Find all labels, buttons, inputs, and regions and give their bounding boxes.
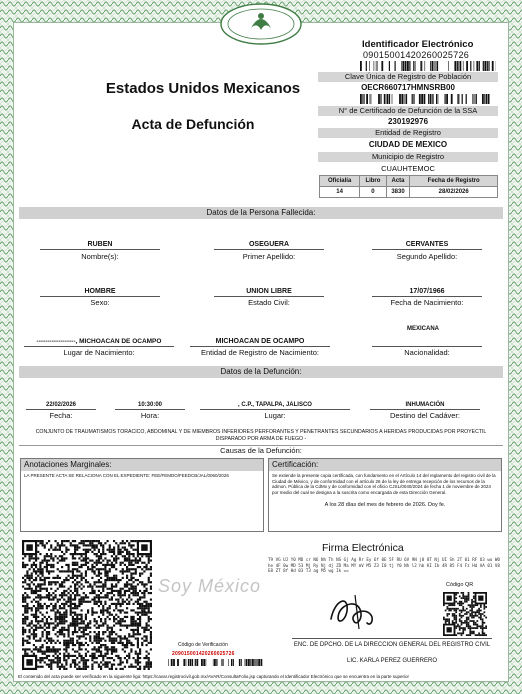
- name-value: RUBEN: [87, 241, 113, 248]
- document-title: Acta de Defunción: [131, 116, 255, 132]
- verification-code-value: 209015001420260025726: [172, 651, 235, 657]
- death-causes-label: Causas de la Defunción:: [19, 445, 503, 455]
- electronic-identifier-value: 09015001420260025726: [363, 50, 470, 60]
- curp-barcode: [360, 94, 490, 104]
- death-time-value: 10:30:00: [137, 402, 163, 408]
- col-libro: Libro: [360, 176, 386, 187]
- col-fecha-registro: Fecha de Registro: [410, 176, 498, 187]
- signing-authority: ENC. DE DPCHO. DE LA DIRECCION GENERAL DEL REGISTRO CIVIL: [293, 642, 491, 648]
- acta-value: 3830: [386, 187, 410, 198]
- marginal-annotations-text: LA PRESENTE ACTA SE RELACIONA CON EL EXPEDIENTE: FEE/FEMDO/FEEDCB/JAL/0060/2026: [24, 473, 229, 478]
- body-destination-value: INHUMACIÓN: [405, 402, 445, 408]
- verification-code-label: Código de Verificación: [178, 642, 228, 648]
- certification-title: Certificación:: [269, 459, 501, 471]
- birth-entity-value: MICHOACAN DE OCAMPO: [215, 338, 305, 345]
- second-surname-value: CERVANTES: [405, 241, 449, 248]
- verification-qr-code: [22, 540, 152, 672]
- certification-date-line: A los 28 días del mes de febrero de 2026. Doy fe.: [324, 502, 446, 509]
- birth-place-value: ------------------, MICHOACAN DE OCAMPO: [36, 338, 162, 345]
- person-section-title: Datos de la Persona Fallecida:: [19, 207, 503, 219]
- qr-code-label: Código QR: [446, 582, 474, 588]
- electronic-identifier-label: Identificador Electrónico: [362, 39, 474, 50]
- curp-label: Clave Única de Registro de Población: [318, 72, 498, 82]
- death-time-label: Hora:: [140, 411, 160, 420]
- footer-verification-note: El contenido del acta puede ser verificado en la siguiente liga: https://cavar.registrocivil.gob.mx/AVAR/ConsultaFolio.jsp capturando el Identificador Electrónico que se encuentra en la parte superior: [18, 674, 410, 679]
- birth-date-label: Fecha de Nacimiento:: [390, 298, 464, 307]
- registry-entity-label: Entidad de Registro: [318, 128, 498, 138]
- civil-status-value: UNION LIBRE: [246, 288, 292, 295]
- registry-municipality-value: CUAUHTEMOC: [381, 164, 435, 173]
- signer-name: LIC. KARLA PEREZ GUERRERO: [346, 658, 438, 664]
- libro-value: 0: [360, 187, 386, 198]
- registry-municipality-label: Municipio de Registro: [318, 152, 498, 162]
- electronic-signature-title: Firma Electrónica: [322, 542, 404, 554]
- death-place-value: , C.P., TAPALPA, JALISCO: [238, 402, 312, 408]
- first-surname-label: Primer Apellido:: [242, 252, 296, 261]
- certification-text: Se extiende la presente copia certificada, con fundamento en el Artículo 14 del reglamento del registro civil de la Ciudad de México, y de conformidad con el artículo 26 de la ley de entrega recepción de los recursos de la admon. Pública de la CdMx y de conformidad con el oficio CJSL/0040/2024 de fecha 1 de noviembre de 2024 por medio del cual se designa a la suscrita como encargada de esta Dirección General.: [272, 473, 496, 495]
- body-destination-label: Destino del Cadáver:: [389, 411, 461, 420]
- ssa-certificate-value: 230192976: [387, 117, 429, 126]
- sex-label: Sexo:: [90, 298, 110, 307]
- curp-value: OECR660717HMNSRB00: [361, 83, 455, 92]
- nationality-label: Nacionalidad:: [404, 348, 450, 357]
- verification-barcode: [168, 659, 268, 666]
- first-surname-value: OSEGUERA: [248, 241, 290, 248]
- death-cause-text: CONJUNTO DE TRAUMATISMOS TORACICO, ABDOMINAL Y DE MIEMBROS INFERIORES PERFORANTES Y PENETRANTES SECUNDARIOS A HERIDAS PRODUCIDAS POR PROYECTIL DISPARADO POR ARMA DE FUEGO -: [35, 429, 487, 442]
- death-date-label: Fecha:: [49, 411, 73, 420]
- country-title: Estados Unidos Mexicanos: [105, 80, 301, 97]
- birth-entity-label: Entidad de Registro de Nacimiento:: [201, 348, 319, 357]
- death-section-title: Datos de la Defunción:: [19, 366, 503, 378]
- civil-status-label: Estado Civil:: [248, 298, 290, 307]
- sex-value: HOMBRE: [84, 288, 116, 295]
- birth-place-label: Lugar de Nacimiento:: [63, 348, 135, 357]
- registry-table: [319, 175, 498, 198]
- col-acta: Acta: [386, 176, 410, 187]
- electronic-signature-code: T9 VG UJ Y0 MD cr N6 Nh Th NS Gj Ag Rr Ey 6f 0E 5F RU 6V 9N j8 8T Nj UI Sh 2T 01 RF U3 wo W0 he 4F 0w MD 53 Mj Ry Nj dj ZD Ma MY mV M5 Z3 I0 tj Y0 Nh l2 hb KI Ib 4R 85 F4 Fz Hd AA 01 V8 E8 ZT 8f Hd 03 T3 ag M5 wg Ik ==: [268, 557, 500, 574]
- death-place-label: Lugar:: [264, 411, 286, 420]
- oficialia-value: 14: [320, 187, 360, 198]
- birth-date-value: 17/07/1966: [409, 288, 445, 295]
- registry-entity-value: CIUDAD DE MEXICO: [368, 140, 448, 149]
- second-surname-label: Segundo Apellido:: [396, 252, 458, 261]
- ssa-certificate-label: N° de Certificado de Defunción de la SSA: [318, 106, 498, 116]
- soy-mexico-watermark: Soy México: [158, 576, 262, 596]
- identifier-barcode: [360, 61, 496, 71]
- name-label: Nombre(s):: [81, 252, 119, 261]
- marginal-annotations-box: [20, 458, 264, 532]
- col-oficialia: Oficialía: [320, 176, 360, 187]
- mexican-coat-of-arms-icon: [218, 2, 304, 46]
- nationality-value: MEXICANA: [406, 326, 439, 332]
- certification-box: [268, 458, 502, 532]
- small-qr-code: [443, 592, 487, 636]
- handwritten-signature: [325, 589, 381, 633]
- fecha-registro-value: 28/02/2026: [410, 187, 498, 198]
- marginal-annotations-title: Anotaciones Marginales:: [21, 459, 263, 471]
- death-date-value: 22/02/2026: [45, 402, 77, 408]
